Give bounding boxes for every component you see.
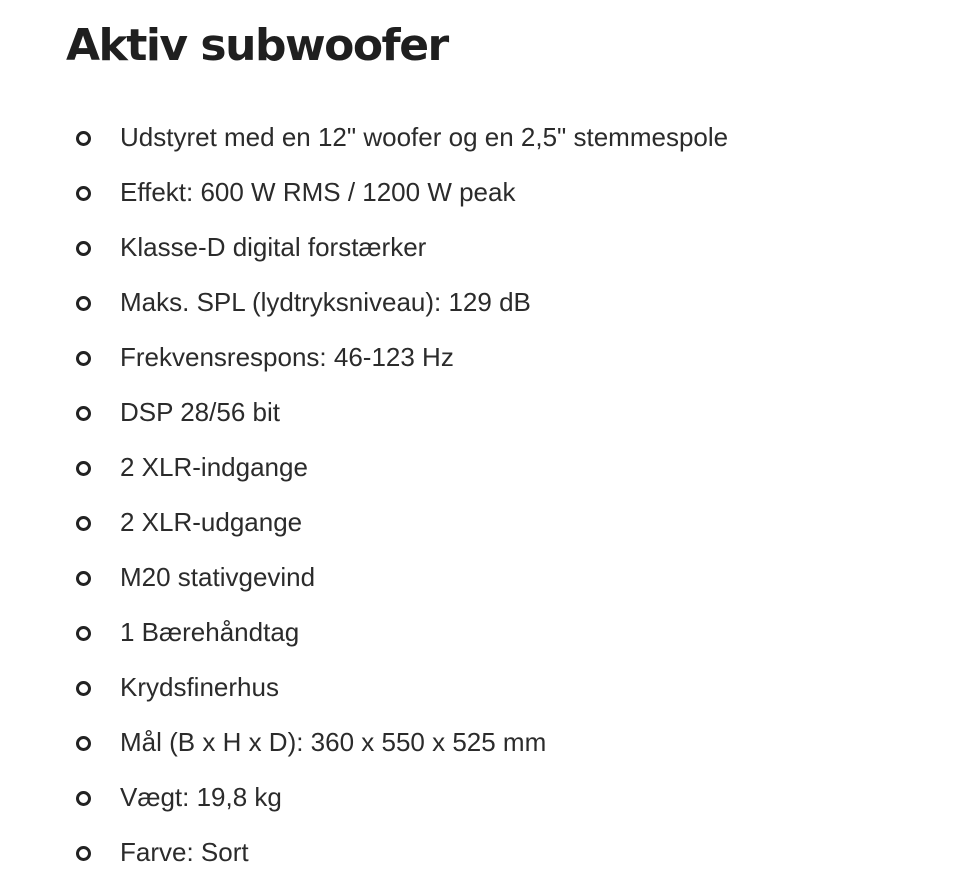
spec-text: Klasse-D digital forstærker [120,232,427,262]
spec-text: 1 Bærehåndtag [120,617,300,647]
bullet-icon [76,351,91,366]
list-item [0,385,960,440]
list-item [0,110,960,165]
bullet-icon [76,791,91,806]
spec-text: Krydsfinerhus [120,672,279,702]
spec-text: M20 stativgevind [120,562,316,592]
list-item [0,825,960,880]
list-item [0,660,960,715]
spec-text: Farve: Sort [120,837,249,867]
bullet-icon [76,571,91,586]
bullet-icon [76,296,91,311]
spec-text: 2 XLR-udgange [120,507,303,537]
bullet-icon [76,131,91,146]
list-item [0,770,960,825]
spec-list [0,110,960,880]
bullet-icon [76,516,91,531]
list-item [0,220,960,275]
spec-text: DSP 28/56 bit [120,397,280,427]
bullet-icon [76,406,91,421]
bullet-icon [76,736,91,751]
spec-text: Maks. SPL (lydtryksniveau): 129 dB [120,287,531,317]
list-item [0,165,960,220]
page-title: Aktiv subwoofer [66,20,448,71]
bullet-icon [76,626,91,641]
spec-text: Vægt: 19,8 kg [120,782,282,812]
bullet-icon [76,186,91,201]
list-item [0,550,960,605]
spec-text: Frekvensrespons: 46-123 Hz [120,342,454,372]
list-item [0,275,960,330]
spec-text: Effekt: 600 W RMS / 1200 W peak [120,177,516,207]
bullet-icon [76,846,91,861]
bullet-icon [76,681,91,696]
list-item [0,330,960,385]
list-item [0,715,960,770]
list-item [0,495,960,550]
spec-text: Mål (B x H x D): 360 x 550 x 525 mm [120,727,547,757]
list-item [0,605,960,660]
bullet-icon [76,461,91,476]
spec-text: 2 XLR-indgange [120,452,308,482]
bullet-icon [76,241,91,256]
list-item [0,440,960,495]
spec-text: Udstyret med en 12" woofer og en 2,5" stemmespole [120,122,729,152]
